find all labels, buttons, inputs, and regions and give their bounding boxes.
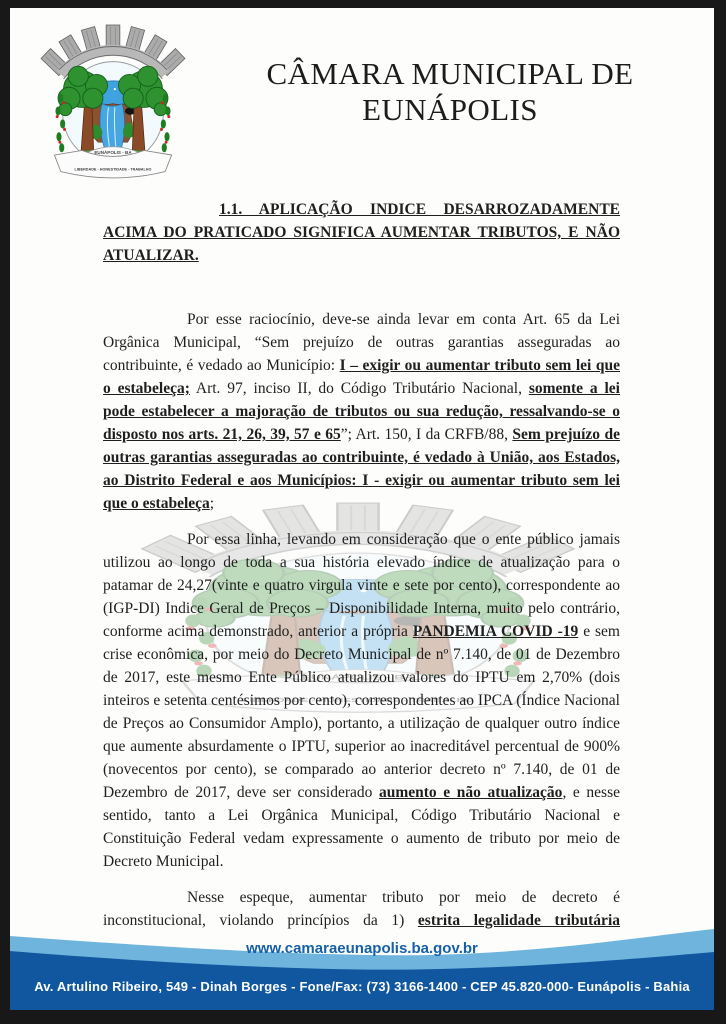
document-content <box>103 198 620 945</box>
emphasized-text: aumento e não atualização <box>378 784 563 801</box>
footer-wave-graphic <box>10 922 714 1010</box>
section-heading <box>103 198 620 267</box>
emphasized-text: I – exigir ou aumentar tributo sem lei que o estabeleça; <box>103 357 620 397</box>
paragraph <box>103 528 620 873</box>
website-url: www.camaraeunapolis.ba.gov.br <box>246 940 478 957</box>
body-text: Por essa linha, levando em consideração que o ente público jamais utilizou ao longo de toda a sua história elevado índice de atualização para o patamar de 24,27(vinte e quatro virgula vinte e sete por cento), correspondente ao (IGP-DI) Indice Geral de Preços – Disponibilidade Interna, muito pelo contrário, conforme acima demonstrado, anterior a própria <box>103 531 620 640</box>
body-text: ”; Art. 150, I da CRFB/88, <box>340 426 513 443</box>
emphasized-text: PANDEMIA COVID -19 <box>412 623 579 640</box>
page-title: CÂMARA MUNICIPAL DE EUNÁPOLIS <box>266 56 634 127</box>
body-text: e sem crise econômica, por meio do Decreto Municipal de nº 7.140, de 01 de Dezembro de 2017, este mesmo Ente Público atualizou valores do IPTU em 2,70% (dois inteiros e setenta centésimos por cento), correspondentes ao IPCA (Índice Nacional de Preços ao Consumidor Amplo), portanto, a utilização de qualquer outro índice que aumente absurdamente o IPTU, superior ao inacreditável percentual de 900% (novecentos por cento), se comparado ao anterior decreto nº 7.140, de 01 de Dezembro de 2017, deve ser considerado <box>103 623 620 801</box>
document-body <box>103 308 620 932</box>
municipal-coat-of-arms-icon <box>38 14 188 188</box>
body-text: Art. 97, inciso II, do Código Tributário Nacional, <box>189 380 529 397</box>
paper-sheet <box>10 8 714 1010</box>
body-text: ; <box>209 495 215 512</box>
body-text: Nesse espeque, aumentar tributo por meio de decreto é inconstitucional, violando princípios da 1) <box>103 889 620 929</box>
body-text: Por esse raciocínio, deve-se ainda levar em conta Art. 65 da Lei Orgânica Municipal, “Sem prejuízo de outras garantias asseguradas ao contribuinte, é vedado ao Município: <box>103 311 620 374</box>
emphasized-text: somente a lei pode estabelecer a majoração de tributos ou sua redução, ressalvando-se o disposto nos arts. 21, 26, 39, 57 e 65 <box>103 380 620 443</box>
section-heading-text: 1.1. APLICAÇÃO INDICE DESARROZADAMENTE ACIMA DO PRATICADO SIGNIFICA AUMENTAR TRIBUTOS, E NÃO ATUALIZAR. <box>103 201 620 264</box>
body-text: , e nesse sentido, tanto a Lei Orgânica Municipal, Código Tributário Nacional e Constituição Federal vedam expressamente o aumento de tributo por meio de Decreto Municipal. <box>103 784 620 870</box>
emphasized-text: estrita legalidade tributária <box>417 912 620 929</box>
emphasized-text: Sem prejuízo de outras garantias asseguradas ao contribuinte, é vedado à União, aos Estados, ao Distrito Federal e aos Municípios: I - exigir ou aumentar tributo sem lei que o estabeleça <box>103 426 620 512</box>
paragraph <box>103 308 620 515</box>
footer-address: Av. Artulino Ribeiro, 549 - Dinah Borges - Fone/Fax: (73) 3166-1400 - CEP 45.820-000- Eunápolis - Bahia <box>34 979 690 994</box>
